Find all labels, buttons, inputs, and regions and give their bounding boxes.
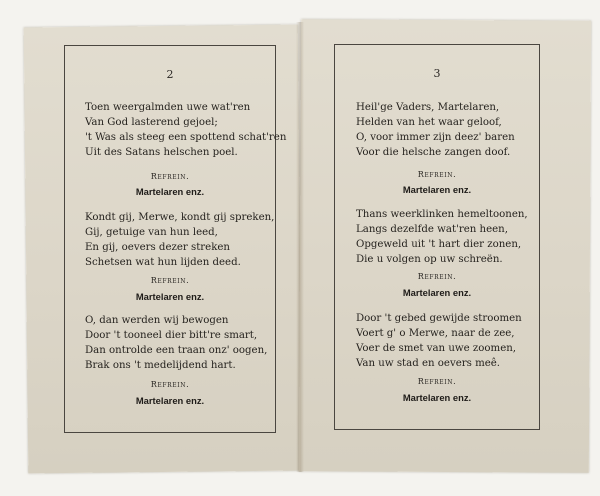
chorus-text: Martelaren enz. <box>135 395 205 406</box>
verse-line: Heil'ge Vaders, Martelaren, <box>356 102 500 113</box>
verse-line: Opgeweld uit 't hart dier zonen, <box>356 239 522 250</box>
verse-line: Brak ons 't medelijdend hart. <box>85 360 236 371</box>
verse-line: Thans weerklinken hemeltoonen, <box>356 209 528 220</box>
verse-line: Dan ontrolde een traan onz' oogen, <box>85 345 268 356</box>
verse-line: Uit des Satans helschen poel. <box>85 147 238 158</box>
verse-line: Gij, getuige van hun leed, <box>85 227 218 238</box>
verse-line: Van uw stad en oevers meê. <box>356 358 501 369</box>
refrein-label: Refrein. <box>417 377 457 386</box>
verse-line: Kondt gij, Merwe, kondt gij spreken, <box>85 212 275 223</box>
verse-line: Voor die helsche zangen doof. <box>356 147 511 158</box>
refrein-label: Refrein. <box>150 172 190 181</box>
verse-line: Schetsen wat hun lijden deed. <box>85 257 241 268</box>
stanza <box>335 207 539 267</box>
stanza <box>65 210 275 270</box>
verse-line: Door 't gebed gewijde stroomen <box>356 313 522 324</box>
verse-line: O, dan werden wij bewogen <box>85 315 229 326</box>
verse-line: Van God lasterend gejoel; <box>85 117 218 128</box>
refrein-label: Refrein. <box>417 170 457 179</box>
verse-line: Langs dezelfde wat'ren heen, <box>356 224 508 235</box>
verse-line: En gij, oevers dezer streken <box>85 242 230 253</box>
verse-line: Door 't tooneel dier bitt're smart, <box>85 330 258 341</box>
page-number: 2 <box>166 68 174 81</box>
stanza <box>335 100 539 160</box>
verse-line: Voert g' o Merwe, naar de zee, <box>356 328 515 339</box>
chorus-text: Martelaren enz. <box>135 291 205 302</box>
stanza <box>65 100 287 160</box>
page-number: 3 <box>433 67 441 80</box>
stanza <box>65 313 275 373</box>
booklet-fold <box>296 22 304 472</box>
verse-line: 't Was als steeg een spottend schat'ren <box>85 132 287 143</box>
refrein-label: Refrein. <box>417 272 457 281</box>
stanza <box>335 311 539 371</box>
refrein-label: Refrein. <box>150 380 190 389</box>
chorus-text: Martelaren enz. <box>135 186 205 197</box>
verse-line: Voer de smet van uwe zoomen, <box>356 343 517 354</box>
chorus-text: Martelaren enz. <box>402 184 472 195</box>
verse-line: Helden van het waar geloof, <box>356 117 502 128</box>
refrein-label: Refrein. <box>150 276 190 285</box>
verse-line: Toen weergalmden uwe wat'ren <box>85 102 251 113</box>
right-page-frame <box>334 44 540 430</box>
verse-line: Die u volgen op uw schreën. <box>356 254 503 265</box>
verse-line: O, voor immer zijn deez' baren <box>356 132 515 143</box>
left-page-frame <box>64 45 287 433</box>
chorus-text: Martelaren enz. <box>402 392 472 403</box>
chorus-text: Martelaren enz. <box>402 287 472 298</box>
